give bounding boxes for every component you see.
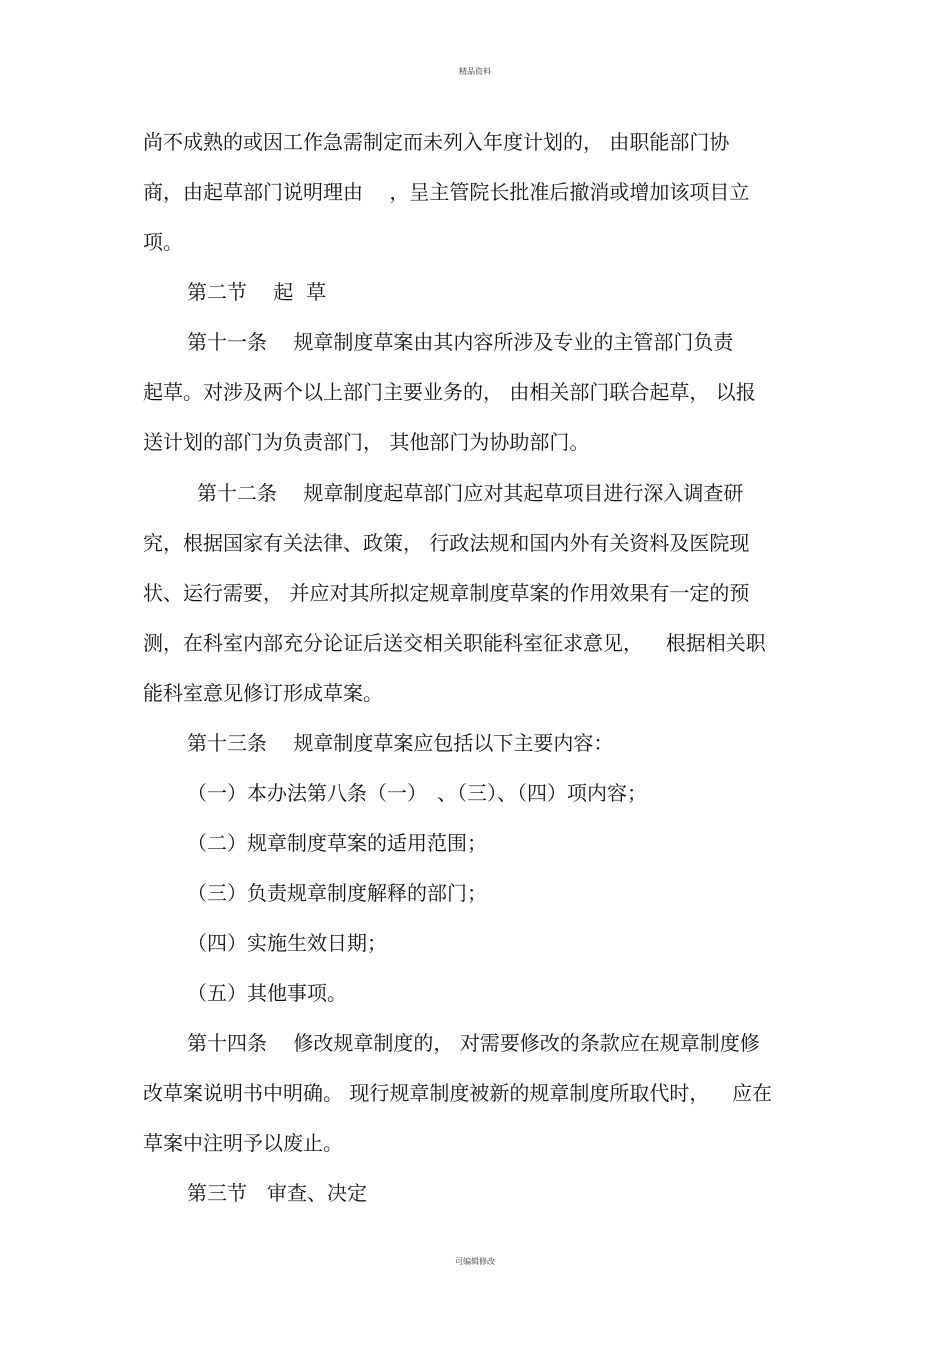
section-heading-2: 第二节 起 草 [187,280,327,304]
article-14-line-2: 改草案说明书中明确。 现行规章制度被新的规章制度所取代时， 应在 [143,1081,773,1105]
footer-watermark: 可编辑修改 [455,1257,495,1266]
article-12-line-2: 究，根据国家有关法律、政策， 行政法规和国内外有关资料及医院现 [143,531,750,555]
list-item-2: （二）规章制度草案的适用范围； [187,831,487,855]
text-line-1: 尚不成熟的或因工作急需制定而未列入年度计划的， 由职能部门协 [143,130,730,154]
list-item-3: （三）负责规章制度解释的部门； [187,881,487,905]
article-13-line-1: 第十三条 规章制度草案应包括以下主要内容： [187,731,614,755]
article-12-line-1: 第十二条 规章制度起草部门应对其起草项目进行深入调查研 [197,481,744,505]
text-line-3: 项。 [143,230,183,254]
article-14-line-1: 第十四条 修改规章制度的， 对需要修改的条款应在规章制度修 [187,1031,760,1055]
article-11-line-1: 第十一条 规章制度草案由其内容所涉及专业的主管部门负责 [187,330,734,354]
article-11-line-3: 送计划的部门为负责部门， 其他部门为协助部门。 [143,430,590,454]
text-line-2: 商，由起草部门说明理由 ，呈主管院长批准后撤消或增加该项目立 [143,180,750,204]
list-item-4: （四）实施生效日期； [187,931,387,955]
article-11-line-2: 起草。对涉及两个以上部门主要业务的， 由相关部门联合起草， 以报 [143,380,756,404]
list-item-5: （五）其他事项。 [187,981,347,1005]
article-12-line-3: 状、运行需要， 并应对其所拟定规章制度草案的作用效果有一定的预 [143,581,750,605]
section-heading-3: 第三节 审查、决定 [187,1181,367,1205]
article-12-line-4: 测，在科室内部充分论证后送交相关职能科室征求意见， 根据相关职 [143,631,766,655]
list-item-1: （一）本办法第八条（一） 、（三）、（四）项内容； [187,781,647,805]
header-watermark: 精品资料 [459,67,491,76]
article-12-line-5: 能科室意见修订形成草案。 [143,681,383,705]
article-14-line-3: 草案中注明予以废止。 [143,1131,343,1155]
